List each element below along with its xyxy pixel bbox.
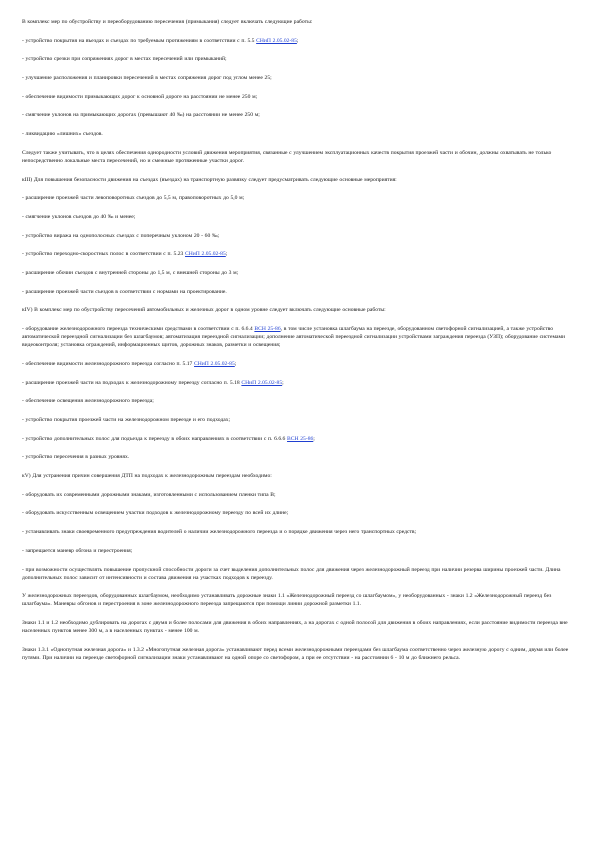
paragraph-text: - устройство покрытия проезжей части на железнодорожном переезде и его подходах;	[22, 417, 231, 424]
paragraph-text: кIV) В комплекс мер по обустройству пересечений автомобильных и железных дорог в одном уровне следует включать следующие основные работы:	[22, 307, 386, 314]
paragraph	[22, 18, 573, 26]
paragraph	[22, 250, 573, 258]
paragraph	[22, 360, 573, 368]
document-reference-link[interactable]: ВСН 25-86	[254, 326, 281, 333]
paragraph-text: - запрещается маневр обгона и перестроения;	[22, 547, 133, 554]
paragraph	[22, 269, 573, 277]
paragraph	[22, 130, 573, 138]
paragraph-text: - устройство покрытия на въездах и съездах по требуемым протяжениям в соответствии с п. 5.5	[22, 37, 257, 44]
paragraph-text: - улучшение расположения и планировки пересечений в местах сопряжения дорог под углом менее 25;	[22, 75, 272, 82]
paragraph-text-tail: ;	[313, 435, 315, 442]
paragraph-text: Знаки 1.3.1 «Однопутная железная дорога» и 1.3.2 «Многопутная железная дорога» устанавливают перед всеми железнодорожными переездами без шлагбаума соответственно через железную дорогу с одним, двумя или более путями. При наличии на переезде светофорной сигнализации знаки устанавливают на одной опоре со светофором, а при ее отсутствии - на расстоянии 6 - 10 м до ближнего рельса.	[22, 646, 569, 661]
paragraph-text-tail: ;	[282, 379, 284, 386]
paragraph-text: - устанавливать знаки своевременного предупреждения водителей о наличии железнодорожного переезда и о порядке движения через него транспортных средств;	[22, 529, 417, 536]
paragraph-text: - обеспечение видимости железнодорожного переезда согласно п. 5.17	[22, 360, 195, 367]
paragraph-text: - при возможности осуществлять повышение пропускной способности дороги за счет выделения дополнительных полос для движения через железнодорожный переезд при наличии резерва ширины проезжей части. Длина дополнительных полос зависит от интенсивности и состава движения на участках подходов к переезду.	[22, 566, 561, 581]
paragraph	[22, 288, 573, 296]
paragraph-text: - устройство виража на однополосных съездах с поперечным уклоном 20 - 60 ‰;	[22, 232, 220, 239]
paragraph	[22, 472, 573, 480]
paragraph-text-tail: ;	[225, 251, 228, 258]
paragraph	[22, 435, 573, 443]
paragraph	[22, 528, 573, 536]
paragraph-text: - ликвидацию «лишних» съездов.	[22, 131, 103, 138]
document-reference-link[interactable]: СНиП 2.05.02-85	[185, 251, 226, 258]
paragraph	[22, 213, 573, 221]
paragraph	[22, 547, 573, 555]
paragraph	[22, 646, 573, 662]
document-reference-link[interactable]: СНиП 2.05.02-85	[194, 360, 235, 367]
paragraph	[22, 111, 573, 119]
paragraph	[22, 37, 573, 45]
paragraph-text: - расширение проезжей части съездов в соответствии с нормами на проектирование.	[22, 288, 227, 295]
paragraph-text-tail: , в том числе установка шлагбаума на переезде, оборудованном светофорной сигнализацией, а также устройство автоматической переездной сигнализации без шлагбаумов; автоматизация переездной сигнализации; дополнение автоматической переездной сигнализации устройствами заграждения переезда (УЗП); оборудование системами видеоконтроля; установка ограждений, информационных щитов, дорожных знаков, разметки и освещения;	[22, 326, 565, 349]
paragraph-text: кV) Для устранения причин совершения ДТП на подходах к железнодорожным переездам необходимо:	[22, 473, 272, 480]
paragraph-text: - обеспечение освещения железнодорожного переезда;	[22, 398, 154, 405]
paragraph	[22, 176, 573, 184]
paragraph-text: - смягчение уклонов на примыкающих дорогах (превышают 40 ‰) на расстоянии не менее 250 м;	[22, 112, 260, 119]
paragraph-text: - оборудовать их современными дорожными знаками, изготовленными с использованием пленки типа В;	[22, 491, 276, 498]
paragraph	[22, 509, 573, 517]
paragraph	[22, 566, 573, 582]
paragraph-text: - устройство дополнительных полос для подъезда к переезду в обоих направлениях в соответствии с п. 6.6.6	[22, 435, 288, 442]
paragraph-text: - оборудование железнодорожного переезда техническими средствами в соответствии с п. 6.6.4	[22, 326, 255, 333]
paragraph-text: - обеспечение видимости примыкающих дорог к основной дороге на расстоянии не менее 250 м;	[22, 93, 258, 100]
paragraph	[22, 232, 573, 240]
document-reference-link[interactable]: ВСН 25-86	[287, 435, 314, 442]
paragraph-text: У железнодорожных переездов, оборудованных шлагбаумом, необходимо устанавливать дорожные знаки 1.1 «Железнодорожный переезд со шлагбаумом», у необорудованных - знаки 1.2 «Железнодорожный переезд без шлагбаума». Маневры обгонов и перестроения в зоне железнодорожного переезда запрещаются при помощи линии дорожной разметки 1.1.	[22, 593, 552, 608]
paragraph	[22, 93, 573, 101]
paragraph-text: - устройство пересечения в разных уровнях.	[22, 454, 130, 461]
paragraph	[22, 306, 573, 314]
paragraph	[22, 416, 573, 424]
paragraph	[22, 619, 573, 635]
paragraph	[22, 592, 573, 608]
paragraph-text: кIII) Для повышения безопасности движения на съездах (въездах) на транспортную развязку следует предусматривать следующие основные мероприятия:	[22, 176, 397, 183]
document-reference-link[interactable]: СНиП 2.05.02-85	[241, 379, 283, 386]
paragraph	[22, 194, 573, 202]
paragraph	[22, 397, 573, 405]
document-reference-link[interactable]: СНиП 2.05.02-85	[256, 37, 297, 44]
paragraph-text: Следует также учитывать, что в целях обеспечения однородности условий движения мероприятия, связанные с улучшением эксплуатационных качеств покрытия проезжей части и обочин, должны охватывать не только непосредственно локальные места пересечений, но и смежные протяженные участки дорог.	[22, 149, 552, 164]
paragraph-text: - устройство срезки при сопряжениях дорог в местах пересечений или примыканий;	[22, 56, 227, 63]
paragraph-text: Знаки 1.1 и 1.2 необходимо дублировать на дорогах с двумя и более полосами для движения в обоих направлениях, а на дорогах с одной полосой для движения в обоих направлениях, если расстояние видимости переезда вне населенных пунктов менее 300 м, а в населенных пунктах - менее 100 м.	[22, 620, 568, 635]
paragraph	[22, 55, 573, 63]
paragraph	[22, 453, 573, 461]
paragraph-text: - устройство переходно-скоростных полос в соответствии с п. 5.23	[22, 251, 186, 258]
paragraph	[22, 491, 573, 499]
paragraph	[22, 325, 573, 349]
paragraph-text-tail: ;	[234, 360, 237, 367]
paragraph-text: - оборудовать искусственным освещением участки подходов к железнодорожному переезду по всей их длине;	[22, 510, 289, 517]
paragraph	[22, 149, 573, 165]
paragraph-text: В комплекс мер по обустройству и переоборудованию пересечения (примыкания) следует включать следующие работы:	[22, 19, 313, 25]
paragraph-text-tail: ;	[296, 37, 299, 44]
paragraph	[22, 379, 573, 387]
paragraph-text: - расширение проезжей части левоповоротных съездов до 5,5 м, правоповоротных до 5,0 м;	[22, 195, 245, 202]
paragraph-text: - расширение обочин съездов с внутренней стороны до 1,5 м, с внешней стороны до 3 м;	[22, 270, 239, 277]
paragraph	[22, 74, 573, 82]
paragraph-text: - смягчение уклонов съездов до 40 ‰ и менее;	[22, 213, 136, 220]
paragraph-text: - расширение проезжей части на подходах к железнодорожному переезду согласно п. 5.18	[22, 379, 242, 386]
